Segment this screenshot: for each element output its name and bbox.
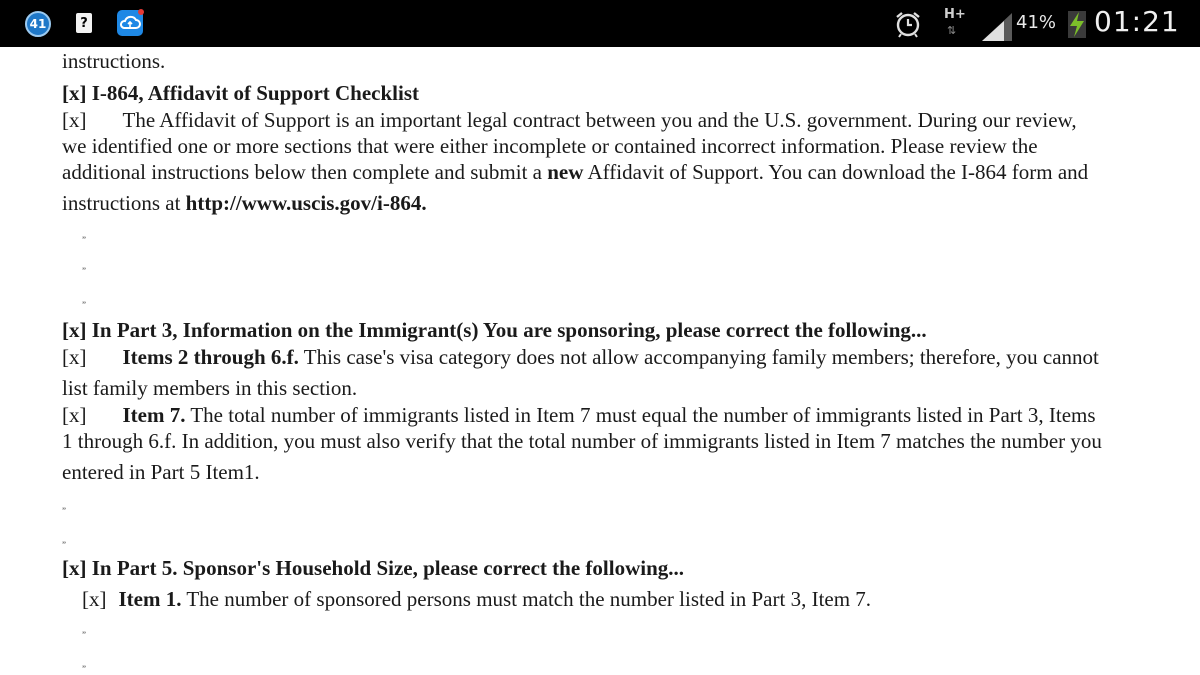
paragraph-text: This case's visa category does not allow accompanying family members; therefore, you cannot (298, 345, 1099, 369)
paragraph-line: we identified one or more sections that were either incomplete or contained incorrect information. Please review the (62, 134, 1038, 158)
emphasis-new: new (547, 160, 584, 184)
paragraph-text: The number of sponsored persons must match the number listed in Part 3, Item 7. (181, 587, 872, 611)
paragraph-text: The total number of immigrants listed in Item 7 must equal the number of immigrants listed in Part 3, Items (185, 403, 1096, 427)
checkbox-marker: [x] (62, 403, 87, 427)
paragraph-line (62, 345, 1099, 369)
paragraph-line (62, 191, 427, 215)
status-bar (0, 0, 1200, 47)
paragraph-line: entered in Part 5 Item1. (62, 460, 260, 484)
charging-bolt-icon (1066, 9, 1088, 39)
paragraph-text: instructions at (62, 191, 186, 215)
paragraph-text: additional instructions below then complete and submit a (62, 160, 548, 184)
paragraph-line (62, 108, 1077, 132)
checkbox-marker: [x] (62, 345, 87, 369)
paragraph-text: Affidavit of Support. You can download the I-864 form and (583, 160, 1089, 184)
paragraph-line (62, 403, 1096, 427)
battery-percent: 41% (1016, 12, 1057, 33)
placeholder-mark: ” (82, 266, 86, 276)
item-label: Items 2 through 6.f. (122, 345, 299, 369)
unknown-app-icon[interactable]: ? (76, 13, 92, 33)
placeholder-mark: ” (62, 506, 66, 516)
section-heading-affidavit: [x] I-864, Affidavit of Support Checklist (62, 81, 420, 105)
document-view[interactable] (0, 47, 1200, 675)
signal-icon (982, 13, 1012, 41)
paragraph-line (62, 160, 1088, 184)
item-label: Item 1. (118, 587, 182, 611)
notification-count-badge[interactable]: 41 (25, 11, 51, 37)
uscis-link[interactable]: http://www.uscis.gov/i-864. (185, 191, 427, 215)
placeholder-mark: ” (82, 300, 86, 310)
network-type-label: H+ (944, 7, 966, 22)
paragraph-line: 1 through 6.f. In addition, you must also verify that the total number of immigrants listed in Item 7 matches the number you (62, 429, 1102, 453)
checkbox-marker: [x] (82, 587, 107, 611)
placeholder-mark: ” (82, 630, 86, 640)
placeholder-mark: ” (62, 540, 66, 550)
item-label: Item 7. (122, 403, 186, 427)
alarm-icon (894, 10, 922, 38)
placeholder-mark: ” (82, 235, 86, 245)
top-fragment-text: instructions. (62, 49, 166, 73)
paragraph-line: list family members in this section. (62, 376, 358, 400)
cloud-sync-icon[interactable] (116, 9, 144, 37)
clock: 01:21 (1094, 5, 1180, 38)
checkbox-marker: [x] (62, 108, 87, 132)
network-activity-icon: ⇅ (947, 24, 957, 37)
paragraph-line (82, 587, 871, 611)
placeholder-mark: ” (82, 664, 86, 674)
paragraph-text: The Affidavit of Support is an important legal contract between you and the U.S. government. During our review, (122, 108, 1077, 132)
section-heading-part5: [x] In Part 5. Sponsor's Household Size, please correct the following... (62, 556, 685, 580)
section-heading-part3: [x] In Part 3, Information on the Immigrant(s) You are sponsoring, please correct the following... (62, 318, 927, 342)
